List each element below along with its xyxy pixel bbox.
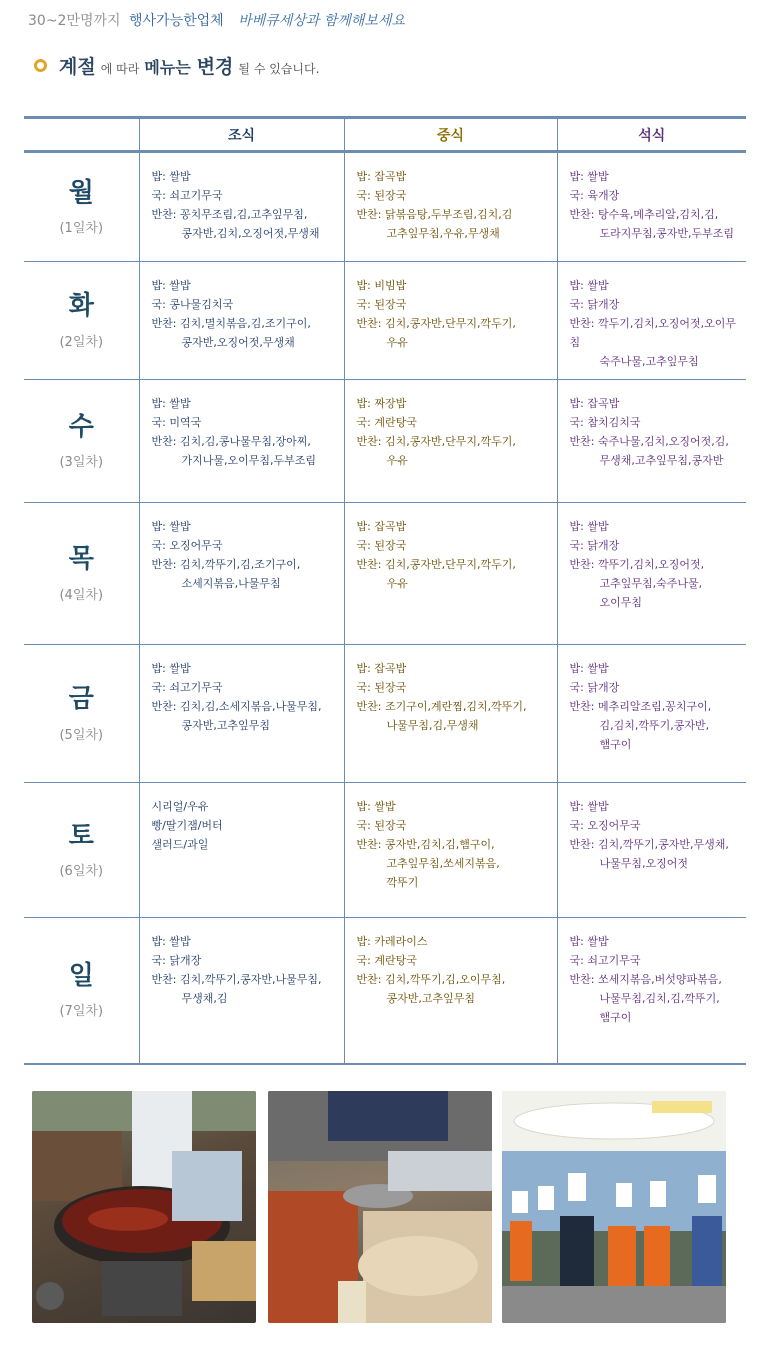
day-cell — [24, 380, 139, 503]
menu-line: 밥: 잡곡밥 — [569, 397, 620, 410]
menu-line: 반찬: 꽁치무조림,김,고추잎무침, — [151, 208, 308, 221]
menu-line: 밥: 쌀밥 — [569, 170, 609, 183]
menu-line: 국: 계란탕국 — [356, 416, 417, 429]
menu-line: 밥: 쌀밥 — [151, 279, 191, 292]
header-dinner: 석식 — [557, 118, 746, 152]
menu-line: 국: 닭개장 — [569, 539, 620, 552]
menu-line: 국: 참치김치국 — [569, 416, 641, 429]
breakfast-cell — [139, 645, 344, 783]
menu-line: 국: 쇠고기무국 — [151, 681, 223, 694]
menu-line: 도라지무침,콩자반,두부조림 — [599, 227, 735, 240]
menu-line: 국: 콩나물김치국 — [151, 298, 234, 311]
day-cell — [24, 783, 139, 918]
dinner-cell — [557, 262, 746, 380]
menu-line: 국: 된장국 — [356, 539, 407, 552]
menu-line: 밥: 짜장밥 — [356, 397, 407, 410]
menu-line: 깍뚜기 — [386, 876, 419, 889]
menu-line: 반찬: 조기구이,계란찜,김치,깍뚜기, — [356, 700, 527, 713]
top-line — [28, 10, 405, 30]
bbq-grill-photo — [32, 1091, 256, 1323]
staff-group-photo — [502, 1091, 726, 1323]
day-number: (6일차) — [59, 864, 104, 880]
day-name: 화 — [68, 291, 94, 322]
menu-line: 밥: 잡곡밥 — [356, 170, 407, 183]
menu-line: 반찬: 김치,콩자반,단무지,깍두기, — [356, 317, 516, 330]
header-breakfast: 조식 — [139, 118, 344, 152]
menu-line: 국: 미역국 — [151, 416, 202, 429]
menu-line: 밥: 쌀밥 — [569, 800, 609, 813]
menu-line: 반찬: 탕수육,메추리알,김치,김, — [569, 208, 719, 221]
day-cell — [24, 918, 139, 1064]
menu-line: 반찬: 김치,콩자반,단무지,깍두기, — [356, 558, 516, 571]
staff-illustration — [502, 1091, 726, 1323]
table-row — [24, 918, 746, 1064]
menu-line: 콩자반,오징어젓,무생채 — [181, 336, 295, 349]
notice-word-according: 에 따라 — [100, 62, 140, 76]
day-name: 목 — [68, 544, 94, 575]
menu-line: 시리얼/우유 — [151, 800, 209, 813]
breakfast-cell — [139, 262, 344, 380]
notice-word-menu: 메뉴는 — [144, 58, 191, 77]
menu-line: 반찬: 김치,깍뚜기,김,조기구이, — [151, 558, 301, 571]
menu-line: 밥: 쌀밥 — [569, 662, 609, 675]
day-cell — [24, 503, 139, 645]
menu-line: 햄구이 — [599, 1011, 632, 1024]
day-name: 토 — [68, 820, 94, 851]
menu-line: 밥: 쌀밥 — [569, 279, 609, 292]
menu-line: 가지나물,오이무침,두부조림 — [181, 454, 317, 467]
menu-line: 반찬: 쏘세지볶음,버섯양파볶음, — [569, 973, 722, 986]
menu-line: 국: 된장국 — [356, 189, 407, 202]
dinner-cell — [557, 503, 746, 645]
breakfast-cell — [139, 380, 344, 503]
day-cell — [24, 262, 139, 380]
menu-line: 국: 된장국 — [356, 819, 407, 832]
day-name: 일 — [68, 961, 94, 992]
menu-line: 햄구이 — [599, 738, 632, 751]
breakfast-cell — [139, 918, 344, 1064]
buffet-food-photo — [268, 1091, 492, 1323]
menu-line: 반찬: 김치,멸치볶음,김,조기구이, — [151, 317, 311, 330]
notice-word-change: 변경 — [196, 56, 234, 78]
menu-line: 나물무침,오징어젓 — [599, 857, 689, 870]
lunch-cell — [344, 503, 557, 645]
menu-line: 반찬: 김치,김,콩나물무침,장아찌, — [151, 435, 311, 448]
menu-line: 반찬: 김치,깍뚜기,콩자반,나물무침, — [151, 973, 322, 986]
table-row — [24, 783, 746, 918]
menu-line: 무생채,김 — [181, 992, 228, 1005]
menu-line: 국: 쇠고기무국 — [569, 954, 641, 967]
menu-line: 밥: 쌀밥 — [151, 170, 191, 183]
header-empty — [24, 118, 139, 152]
season-notice — [34, 52, 324, 79]
menu-line: 고추잎무침,우유,무생채 — [386, 227, 500, 240]
menu-line: 밥: 쌀밥 — [151, 397, 191, 410]
lunch-cell — [344, 783, 557, 918]
header-lunch: 중식 — [344, 118, 557, 152]
available-text: 행사가능한업체 — [129, 13, 224, 29]
day-cell — [24, 645, 139, 783]
day-number: (2일차) — [59, 334, 104, 350]
menu-line: 반찬: 깍두기,김치,오징어젓,오이무침 — [569, 317, 736, 349]
menu-line: 샐러드/과일 — [151, 838, 209, 851]
lunch-cell — [344, 152, 557, 262]
menu-line: 반찬: 메추리알조림,꽁치구이, — [569, 700, 712, 713]
lunch-cell — [344, 262, 557, 380]
table-row — [24, 503, 746, 645]
menu-line: 고추잎무침,쏘세지볶음, — [386, 857, 500, 870]
bbq-grill-illustration — [32, 1091, 256, 1323]
bullet-icon — [34, 59, 47, 72]
menu-line: 국: 오징어무국 — [569, 819, 641, 832]
menu-line: 무생채,고추잎무침,콩자반 — [599, 454, 724, 467]
breakfast-cell — [139, 503, 344, 645]
menu-line: 반찬: 김치,김,소세지볶음,나물무침, — [151, 700, 322, 713]
table-header-row — [24, 118, 746, 152]
dinner-cell — [557, 152, 746, 262]
menu-line: 밥: 카레라이스 — [356, 935, 428, 948]
menu-line: 숙주나물,고추잎무침 — [599, 355, 699, 368]
menu-line: 고추잎무침,숙주나물, — [599, 577, 703, 590]
menu-line: 국: 쇠고기무국 — [151, 189, 223, 202]
menu-line: 반찬: 김치,깍뚜기,김,오이무침, — [356, 973, 506, 986]
menu-line: 나물무침,김치,김,깍뚜기, — [599, 992, 720, 1005]
menu-line: 국: 육개장 — [569, 189, 620, 202]
menu-line: 국: 닭개장 — [569, 298, 620, 311]
menu-line: 밥: 잡곡밥 — [356, 662, 407, 675]
day-number: (7일차) — [59, 1004, 104, 1020]
dinner-cell — [557, 918, 746, 1064]
menu-line: 반찬: 숙주나물,김치,오징어젓,김, — [569, 435, 729, 448]
menu-line: 밥: 쌀밥 — [151, 935, 191, 948]
menu-line: 콩자반,고추잎무침 — [181, 719, 271, 732]
photo-gallery — [0, 1091, 766, 1323]
day-cell — [24, 152, 139, 262]
menu-line: 우유 — [386, 454, 408, 467]
breakfast-cell — [139, 783, 344, 918]
menu-line: 국: 된장국 — [356, 298, 407, 311]
lunch-cell — [344, 918, 557, 1064]
table-row — [24, 380, 746, 503]
menu-line: 콩자반,김치,오징어젓,무생채 — [181, 227, 320, 240]
dinner-cell — [557, 783, 746, 918]
menu-line: 반찬: 김치,콩자반,단무지,깍두기, — [356, 435, 516, 448]
menu-line: 밥: 비빔밥 — [356, 279, 407, 292]
menu-line: 오이무침 — [599, 596, 643, 609]
weekly-menu-table — [24, 116, 746, 1065]
capacity-text: 30~2만명까지 — [28, 13, 121, 29]
day-name: 월 — [68, 177, 94, 208]
lunch-cell — [344, 645, 557, 783]
menu-line: 국: 오징어무국 — [151, 539, 223, 552]
table-row — [24, 262, 746, 380]
day-name: 금 — [68, 684, 94, 715]
notice-word-season: 계절 — [59, 56, 96, 78]
day-name: 수 — [68, 411, 94, 442]
dinner-cell — [557, 645, 746, 783]
menu-line: 밥: 쌀밥 — [356, 800, 396, 813]
menu-line: 밥: 잡곡밥 — [356, 520, 407, 533]
menu-line: 밥: 쌀밥 — [151, 520, 191, 533]
buffet-illustration — [268, 1091, 492, 1323]
menu-line: 밥: 쌀밥 — [569, 520, 609, 533]
table-row — [24, 152, 746, 262]
menu-line: 국: 된장국 — [356, 681, 407, 694]
menu-line: 밥: 쌀밥 — [569, 935, 609, 948]
day-number: (3일차) — [59, 455, 104, 471]
menu-line: 소세지볶음,나물무침 — [181, 577, 281, 590]
menu-line: 콩자반,고추잎무침 — [386, 992, 476, 1005]
menu-line: 김,김치,깍뚜기,콩자반, — [599, 719, 710, 732]
menu-line: 국: 계란탕국 — [356, 954, 417, 967]
notice-word-may: 될 수 있습니다. — [238, 62, 320, 76]
lunch-cell — [344, 380, 557, 503]
dinner-cell — [557, 380, 746, 503]
breakfast-cell — [139, 152, 344, 262]
menu-line: 반찬: 깍뚜기,김치,오징어젓, — [569, 558, 705, 571]
menu-line: 국: 닭개장 — [151, 954, 202, 967]
slogan-text: 바베큐세상과 함께해보세요 — [238, 13, 405, 29]
day-number: (4일차) — [59, 587, 104, 603]
menu-line: 빵/딸기잼/버터 — [151, 819, 223, 832]
menu-line: 반찬: 콩자반,김치,김,햄구이, — [356, 838, 495, 851]
menu-line: 밥: 쌀밥 — [151, 662, 191, 675]
menu-line: 국: 닭개장 — [569, 681, 620, 694]
table-row — [24, 645, 746, 783]
menu-line: 우유 — [386, 336, 408, 349]
menu-line: 반찬: 김치,깍뚜기,콩자반,무생채, — [569, 838, 729, 851]
menu-line: 나물무침,김,무생채 — [386, 719, 479, 732]
day-number: (5일차) — [59, 727, 104, 743]
menu-line: 우유 — [386, 577, 408, 590]
menu-line: 반찬: 닭볶음탕,두부조림,김치,김 — [356, 208, 513, 221]
day-number: (1일차) — [59, 221, 104, 237]
